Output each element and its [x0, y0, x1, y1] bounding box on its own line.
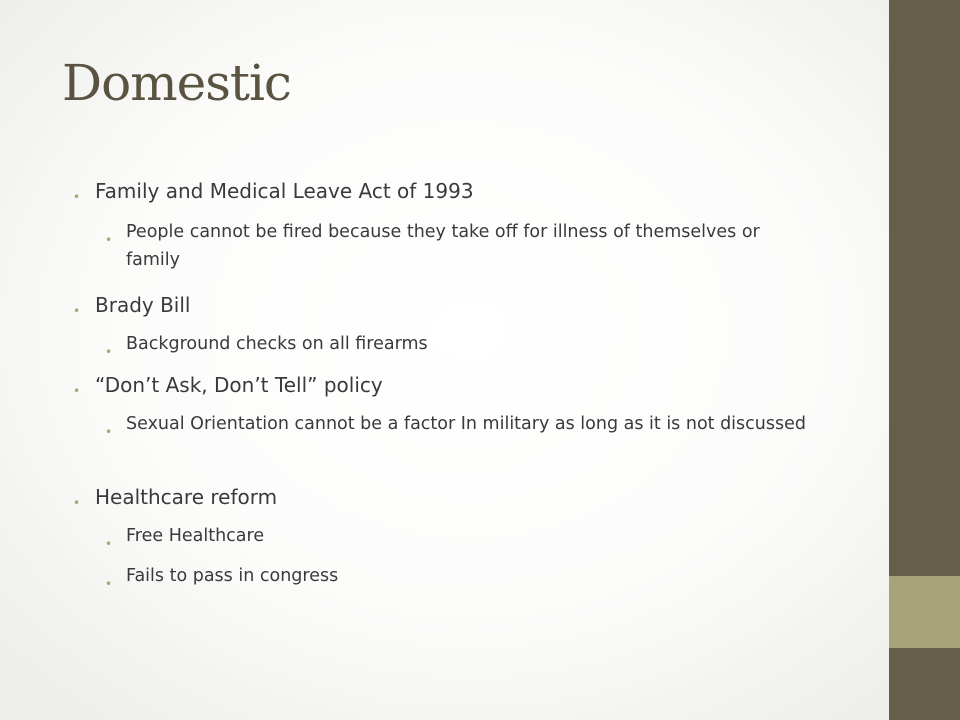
bullet-item: [105, 330, 786, 359]
bullet-text: Sexual Orientation cannot be a factor In military as long as it is not discussed: [126, 414, 806, 434]
bullet-text: Brady Bill: [95, 293, 191, 317]
bullet-dot-icon: •: [73, 304, 81, 318]
bullet-item: [105, 562, 339, 591]
bullet-dot-icon: •: [105, 233, 113, 247]
bullet-text: Background checks on all firearms: [126, 334, 428, 354]
bullet-dot-icon: •: [105, 577, 113, 591]
bullet-dot-icon: •: [73, 496, 81, 510]
bullet-text: Free Healthcare: [126, 526, 265, 546]
bullet-text: Family and Medical Leave Act of 1993: [95, 179, 474, 203]
bullet-dot-icon: •: [73, 384, 81, 398]
bullet-item: [73, 293, 191, 318]
bullet-text: Healthcare reform: [95, 485, 278, 509]
bullet-item: [105, 410, 806, 439]
bullet-dot-icon: •: [73, 190, 81, 204]
bullet-dot-icon: •: [105, 345, 113, 359]
sidebar-band-top: [889, 0, 960, 576]
slide-title: Domestic: [62, 54, 291, 112]
bullet-item: [105, 522, 265, 551]
bullet-dot-icon: •: [105, 425, 113, 439]
bullet-item: [73, 485, 278, 510]
bullet-item: [73, 373, 383, 398]
bullet-dot-icon: •: [105, 537, 113, 551]
sidebar-band-bottom: [889, 648, 960, 720]
bullet-text: Fails to pass in congress: [126, 566, 339, 586]
bullet-text: People cannot be fired because they take off for illness of themselves or family: [126, 222, 760, 270]
bullet-item: [73, 179, 474, 204]
sidebar-band-middle: [889, 576, 960, 648]
bullet-item: [105, 218, 786, 274]
bullet-text: “Don’t Ask, Don’t Tell” policy: [95, 373, 383, 397]
